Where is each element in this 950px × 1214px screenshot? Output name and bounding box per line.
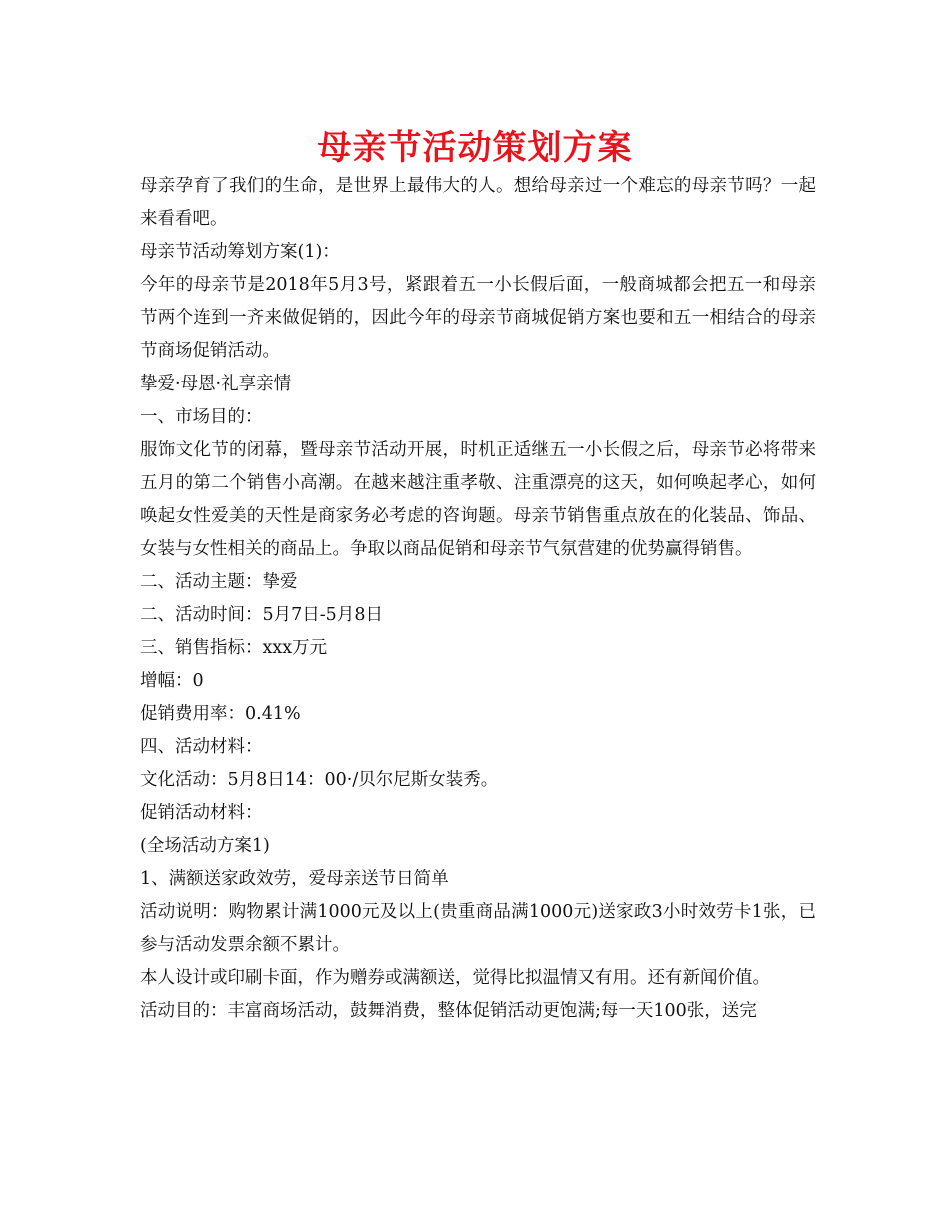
paragraph-background: 今年的母亲节是2018年5月3号，紧跟着五一小长假后面，一般商城都会把五一和母亲节两个连到一齐来做促销的，因此今年的母亲节商城促销方案也要和五一相结合的母亲节商场促销活动。 <box>140 275 816 361</box>
paragraph-growth: 增幅：0 <box>140 671 204 691</box>
document-body <box>140 170 816 1028</box>
section-heading-market-goal: 一、市场目的： <box>140 407 263 427</box>
paragraph-plan-1: (全场活动方案1) <box>140 836 270 856</box>
paragraph-card-design: 本人设计或印刷卡面，作为赠券或满额送，觉得比拟温情又有用。还有新闻价值。 <box>140 968 770 988</box>
paragraph-intro: 母亲孕育了我们的生命，是世界上最伟大的人。想给母亲过一个难忘的母亲节吗？一起来看看吧。 <box>140 176 816 229</box>
paragraph-activity-description: 活动说明：购物累计满1000元及以上(贵重商品满1000元)送家政3小时效劳卡1张，已参与活动发票余额不累计。 <box>140 902 816 955</box>
paragraph-plan-heading: 母亲节活动筹划方案(1)： <box>140 242 340 262</box>
paragraph-slogan: 挚爱·母恩·礼享亲情 <box>140 374 292 394</box>
section-heading-materials: 四、活动材料： <box>140 737 263 757</box>
paragraph-cost-rate: 促销费用率：0.41% <box>140 704 301 724</box>
section-heading-sales-target: 三、销售指标：xxx万元 <box>140 638 328 658</box>
paragraph-culture-event: 文化活动：5月8日14：00·/贝尔尼斯女装秀。 <box>140 770 499 790</box>
document-title: 母亲节活动策划方案 <box>317 128 633 168</box>
paragraph-activity-goal: 活动目的：丰富商场活动，鼓舞消费，整体促销活动更饱满;每一天100张，送完 <box>140 1001 757 1021</box>
paragraph-item-1: 1、满额送家政效劳，爱母亲送节日简单 <box>140 869 449 889</box>
paragraph-promo-materials: 促销活动材料： <box>140 803 263 823</box>
section-heading-time: 二、活动时间：5月7日-5月8日 <box>140 605 383 625</box>
section-heading-theme: 二、活动主题：挚爱 <box>140 572 298 592</box>
paragraph-market-goal: 服饰文化节的闭幕，暨母亲节活动开展，时机正适继五一小长假之后，母亲节必将带来五月的第二个销售小高潮。在越来越注重孝敬、注重漂亮的这天，如何唤起孝心，如何唤起女性爱美的天性是商家务必考虑的咨询题。母亲节销售重点放在的化装品、饰品、女装与女性相关的商品上。争取以商品促销和母亲节气氛营建的优势赢得销售。 <box>140 440 816 559</box>
